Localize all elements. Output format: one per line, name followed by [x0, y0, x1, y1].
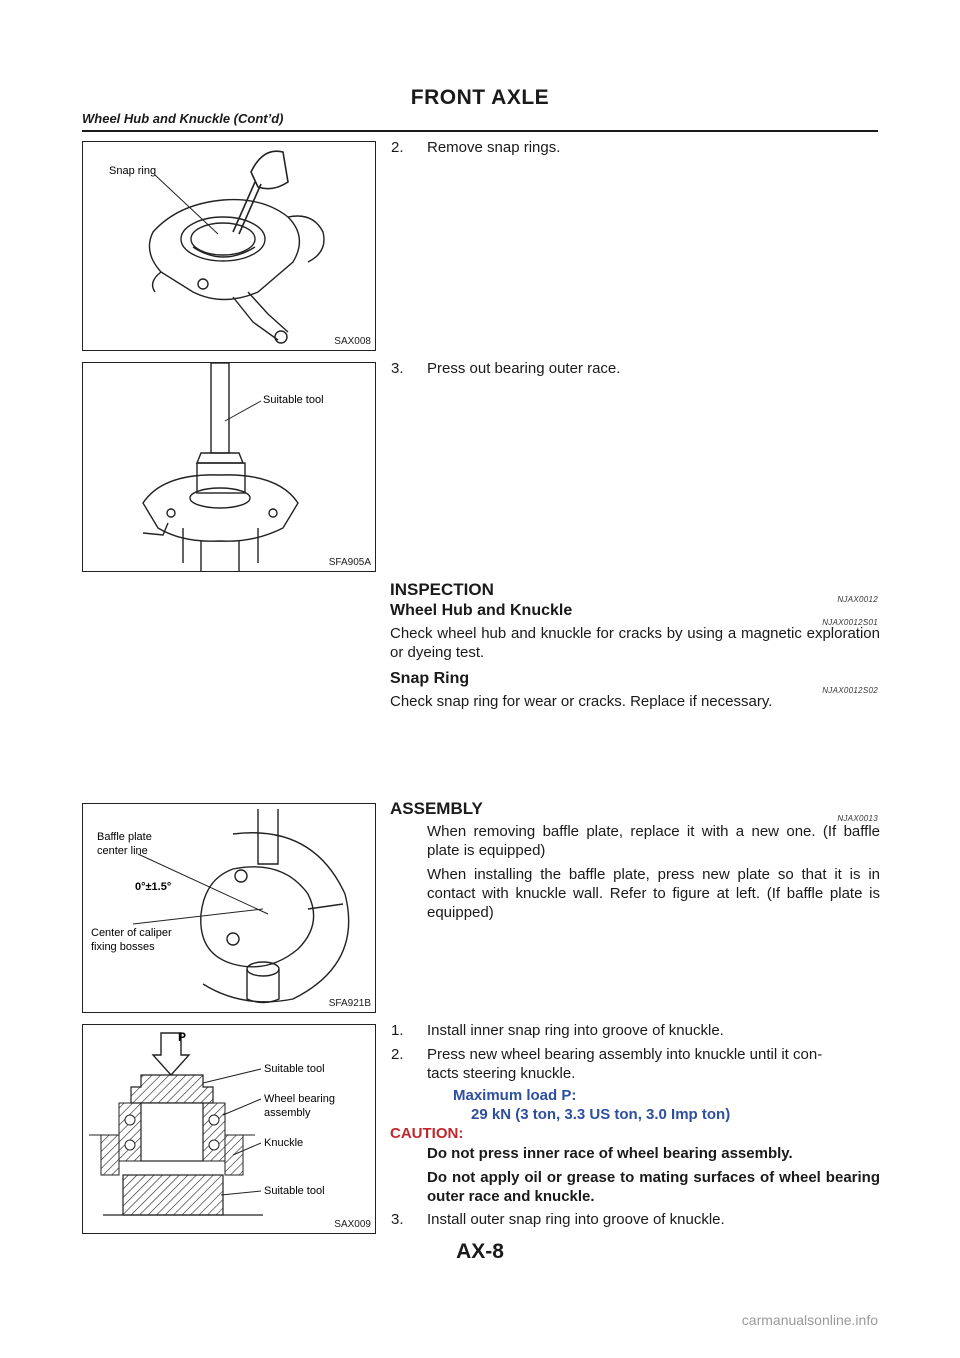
page-number: AX-8 — [456, 1240, 504, 1263]
step-text: Install inner snap ring into groove of knuckle. — [427, 1022, 724, 1039]
load-p-label: P — [178, 1030, 187, 1044]
angle-label: 0°±1.5° — [135, 881, 172, 893]
step-number: 3. — [391, 360, 404, 377]
step-install-outer-ring — [390, 1210, 880, 1229]
step-number: 3. — [391, 1211, 404, 1228]
step-remove-snap-rings — [390, 138, 880, 157]
figure-code: SAX009 — [334, 1219, 371, 1230]
step-number: 2. — [391, 1046, 404, 1063]
page-title: FRONT AXLE — [410, 86, 550, 109]
step-text: Install outer snap ring into groove of knuckle. — [427, 1211, 725, 1228]
figure-press-out-bearing — [82, 362, 376, 572]
center-line-label: center line — [97, 845, 148, 857]
step-number: 2. — [391, 139, 404, 156]
figure-code: SFA921B — [328, 998, 371, 1009]
figure-code: SFA905A — [328, 557, 371, 568]
caution-text-1: Do not press inner race of wheel bearing assembly. — [427, 1145, 793, 1162]
inspection-heading: INSPECTION — [390, 580, 494, 599]
caution-label: CAUTION: — [390, 1125, 464, 1142]
wheel-hub-knuckle-text: Check wheel hub and knuckle for cracks by using a magnetic exploration or dyeing test. — [390, 625, 880, 661]
assembly-code: NJAX0013 — [837, 814, 878, 823]
max-load-label: Maximum load P: — [453, 1087, 577, 1104]
watermark: carmanualsonline.info — [741, 1312, 878, 1328]
press-illustration — [83, 363, 376, 572]
snap-ring-heading: Snap Ring — [390, 670, 470, 687]
baffle-plate-label: Baffle plate — [97, 831, 152, 843]
wheel-hub-knuckle-code: NJAX0012S01 — [822, 618, 878, 627]
figure-snap-ring — [82, 141, 376, 351]
wheel-bearing-label: Wheel bearing — [264, 1093, 335, 1105]
caliper-center-label: Center of caliper — [91, 927, 172, 939]
tool-bottom-label: Suitable tool — [264, 1185, 325, 1197]
max-load-value: 29 kN (3 ton, 3.3 US ton, 3.0 Imp ton) — [471, 1106, 731, 1123]
step-press-out-bearing — [390, 359, 880, 378]
step-number: 1. — [391, 1022, 404, 1039]
fixing-bosses-label: fixing bosses — [91, 941, 155, 953]
bearing-press-illustration — [83, 1025, 376, 1234]
assembly-heading: ASSEMBLY — [390, 799, 483, 818]
snap-ring-label: Snap ring — [109, 165, 157, 177]
caution-text-2: Do not apply oil or grease to mating surfaces of wheel bearing outer race and knuckle. — [427, 1169, 880, 1205]
assembly-label: assembly — [264, 1107, 311, 1119]
tool-top-label: Suitable tool — [264, 1063, 325, 1075]
snap-ring-text: Check snap ring for wear or cracks. Replace if necessary. — [390, 693, 773, 710]
step-text: Press new wheel bearing assembly into knuckle until it con- — [427, 1046, 823, 1063]
snap-ring-code: NJAX0012S02 — [822, 686, 878, 695]
snap-ring-illustration — [83, 142, 376, 351]
knuckle-label: Knuckle — [264, 1137, 304, 1149]
baffle-plate-illustration — [83, 804, 376, 1013]
step-press-bearing — [390, 1045, 880, 1064]
inspection-code: NJAX0012 — [837, 595, 878, 604]
header-rule — [82, 130, 878, 132]
step-install-inner-ring — [390, 1021, 880, 1040]
step-press-bearing-cont: tacts steering knuckle. — [427, 1065, 576, 1082]
assembly-baffle-installation: When installing the baffle plate, press new plate so that it is in contact with knuckle wall. Refer to figure at left. (If baffle plate is equipped) — [427, 866, 880, 921]
figure-baffle-plate — [82, 803, 376, 1013]
step-text: Press out bearing outer race. — [427, 360, 621, 377]
figure-bearing-assembly — [82, 1024, 376, 1234]
step-text: Remove snap rings. — [427, 139, 561, 156]
figure-code: SAX008 — [334, 336, 371, 347]
suitable-tool-label: Suitable tool — [263, 394, 324, 406]
page-subtitle: Wheel Hub and Knuckle (Cont’d) — [82, 111, 284, 126]
assembly-baffle-removal: When removing baffle plate, replace it with a new one. (If baffle plate is equipped) — [427, 823, 880, 859]
wheel-hub-knuckle-heading: Wheel Hub and Knuckle — [390, 602, 573, 619]
